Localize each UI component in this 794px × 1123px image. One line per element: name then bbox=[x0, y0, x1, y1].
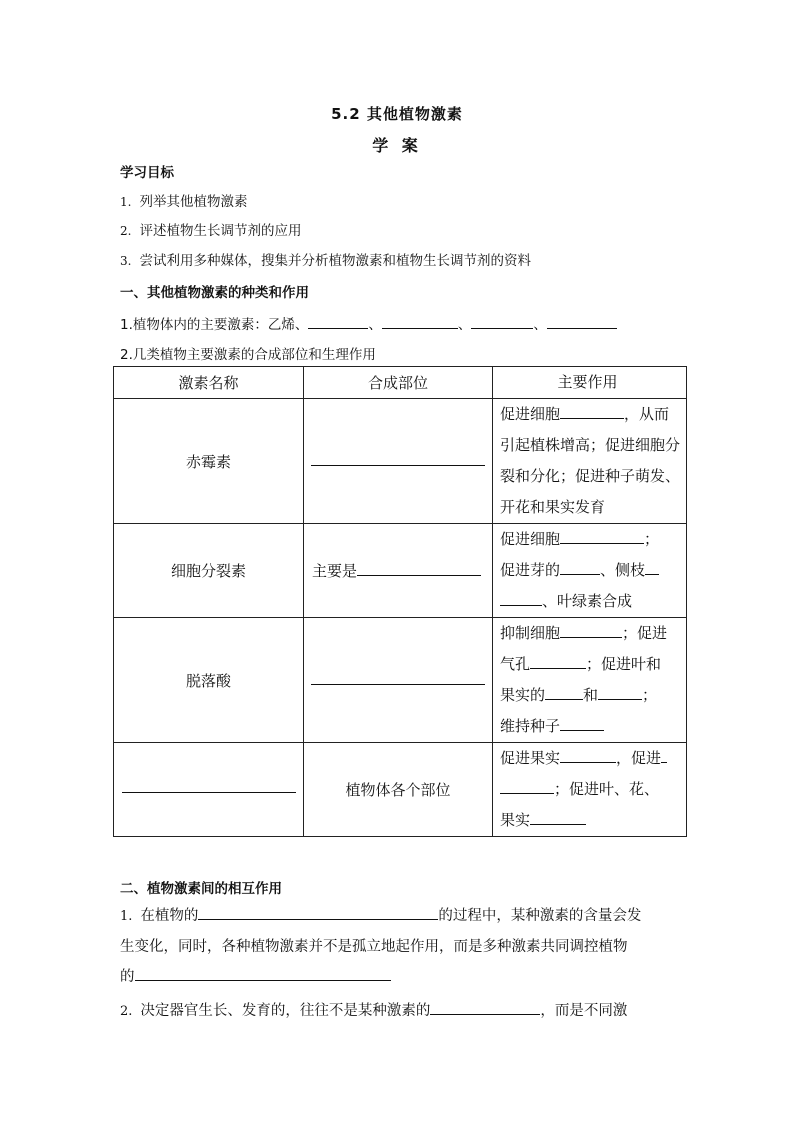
answer-blank[interactable] bbox=[560, 560, 600, 575]
answer-blank[interactable] bbox=[530, 654, 586, 669]
table-header-row bbox=[114, 367, 687, 399]
paragraph-text: ，而是不同激 bbox=[540, 1003, 628, 1019]
effect-text: 气孔 bbox=[500, 655, 531, 673]
effect-text: 促进细胞 bbox=[500, 405, 561, 423]
answer-blank[interactable] bbox=[547, 314, 617, 329]
table-row bbox=[114, 399, 687, 524]
answer-blank[interactable] bbox=[308, 314, 368, 329]
paragraph-number: 2. bbox=[120, 1004, 133, 1019]
effect-text: 、叶绿素合成 bbox=[542, 592, 633, 610]
column-header: 激素名称 bbox=[114, 367, 304, 399]
answer-blank[interactable] bbox=[382, 314, 458, 329]
main-effect bbox=[493, 524, 687, 618]
hormone-table bbox=[113, 366, 687, 837]
paragraph-2 bbox=[120, 996, 680, 1027]
answer-blank[interactable] bbox=[311, 684, 485, 685]
column-header: 合成部位 bbox=[304, 367, 493, 399]
objective-text: 尝试利用多种媒体，搜集并分析植物激素和植物生长调节剂的资料 bbox=[139, 253, 531, 269]
effect-text: 果实 bbox=[500, 811, 531, 829]
objective-item bbox=[120, 249, 531, 269]
answer-blank[interactable] bbox=[560, 748, 616, 763]
separator: 、 bbox=[457, 317, 472, 333]
synthesis-site bbox=[304, 399, 493, 524]
answer-blank[interactable] bbox=[471, 314, 533, 329]
hormone-name bbox=[114, 743, 304, 837]
answer-blank[interactable] bbox=[598, 685, 642, 700]
effect-text: ，从而引起植株增高；促进细胞分裂和分化；促进种子萌发、开花和果实发育 bbox=[500, 405, 681, 516]
answer-blank[interactable] bbox=[357, 561, 481, 576]
paragraph-text: 生变化，同时，各种植物激素并不是孤立地起作用，而是多种激素共同调控植物 bbox=[120, 939, 628, 955]
answer-blank[interactable] bbox=[198, 905, 438, 920]
hormone-name: 赤霉素 bbox=[114, 399, 304, 524]
hormone-name: 细胞分裂素 bbox=[114, 524, 304, 618]
question-1 bbox=[120, 313, 617, 333]
objective-text: 列举其他植物激素 bbox=[139, 194, 248, 210]
effect-text: ；促进 bbox=[622, 624, 668, 642]
effect-text: 抑制细胞 bbox=[500, 624, 561, 642]
answer-blank[interactable] bbox=[545, 685, 583, 700]
objective-number: 1. bbox=[120, 195, 132, 209]
answer-blank[interactable] bbox=[661, 748, 667, 763]
main-effect bbox=[493, 743, 687, 837]
separator: 、 bbox=[533, 317, 547, 333]
objective-item bbox=[120, 219, 301, 239]
table-row bbox=[114, 524, 687, 618]
answer-blank[interactable] bbox=[135, 966, 391, 981]
column-header: 主要作用 bbox=[493, 367, 687, 399]
objectives-heading: 学习目标 bbox=[120, 165, 174, 181]
hormone-name: 脱落酸 bbox=[114, 618, 304, 743]
main-effect bbox=[493, 399, 687, 524]
question-2: 2.几类植物主要激素的合成部位和生理作用 bbox=[120, 347, 376, 363]
answer-blank[interactable] bbox=[530, 810, 586, 825]
document-title: 5.2 其他植物激素 bbox=[331, 105, 463, 123]
answer-blank[interactable] bbox=[430, 1000, 540, 1015]
answer-blank[interactable] bbox=[500, 591, 542, 606]
answer-blank[interactable] bbox=[560, 623, 622, 638]
table-row bbox=[114, 743, 687, 837]
question-1-text: 1.植物体内的主要激素：乙烯、 bbox=[120, 317, 309, 333]
table-row bbox=[114, 618, 687, 743]
synthesis-site bbox=[304, 524, 493, 618]
effect-text: 维持种子 bbox=[500, 717, 561, 735]
effect-text: 和 bbox=[583, 686, 599, 704]
effect-text: 促进果实 bbox=[500, 749, 561, 767]
paragraph-1 bbox=[120, 901, 680, 992]
effect-text: ；促进叶和 bbox=[586, 655, 662, 673]
effect-text: ； bbox=[642, 686, 658, 704]
paragraph-text: 的过程中，某种激素的含量会发 bbox=[438, 908, 642, 924]
section2-heading: 二、植物激素间的相互作用 bbox=[120, 881, 282, 897]
answer-blank[interactable] bbox=[311, 465, 485, 466]
answer-blank[interactable] bbox=[560, 404, 624, 419]
document-subtitle: 学 案 bbox=[372, 136, 422, 155]
synthesis-site: 植物体各个部位 bbox=[304, 743, 493, 837]
paragraph-text: 决定器官生长、发育的，往往不是某种激素的 bbox=[140, 1003, 431, 1019]
synthesis-site bbox=[304, 618, 493, 743]
objective-text: 评述植物生长调节剂的应用 bbox=[139, 223, 302, 239]
answer-blank[interactable] bbox=[645, 560, 659, 575]
answer-blank[interactable] bbox=[500, 779, 554, 794]
effect-text: ，促进 bbox=[616, 749, 662, 767]
paragraph-text: 的 bbox=[120, 969, 135, 985]
effect-text: ； bbox=[644, 530, 660, 548]
answer-blank[interactable] bbox=[122, 792, 296, 793]
paragraph-text: 在植物的 bbox=[140, 908, 199, 924]
paragraph-number: 1. bbox=[120, 909, 133, 924]
effect-text: 促进芽的 bbox=[500, 561, 561, 579]
objective-number: 2. bbox=[120, 224, 132, 238]
effect-text: 、侧枝 bbox=[600, 561, 646, 579]
section1-heading: 一、其他植物激素的种类和作用 bbox=[120, 285, 309, 301]
effect-text: 果实的 bbox=[500, 686, 546, 704]
separator: 、 bbox=[368, 317, 382, 333]
main-effect bbox=[493, 618, 687, 743]
answer-blank[interactable] bbox=[560, 529, 644, 544]
site-prefix: 主要是 bbox=[312, 562, 358, 580]
answer-blank[interactable] bbox=[560, 716, 604, 731]
effect-text: 促进细胞 bbox=[500, 530, 561, 548]
effect-text: ；促进叶、花、 bbox=[554, 780, 660, 798]
objective-number: 3. bbox=[120, 254, 132, 268]
objective-item bbox=[120, 190, 247, 210]
